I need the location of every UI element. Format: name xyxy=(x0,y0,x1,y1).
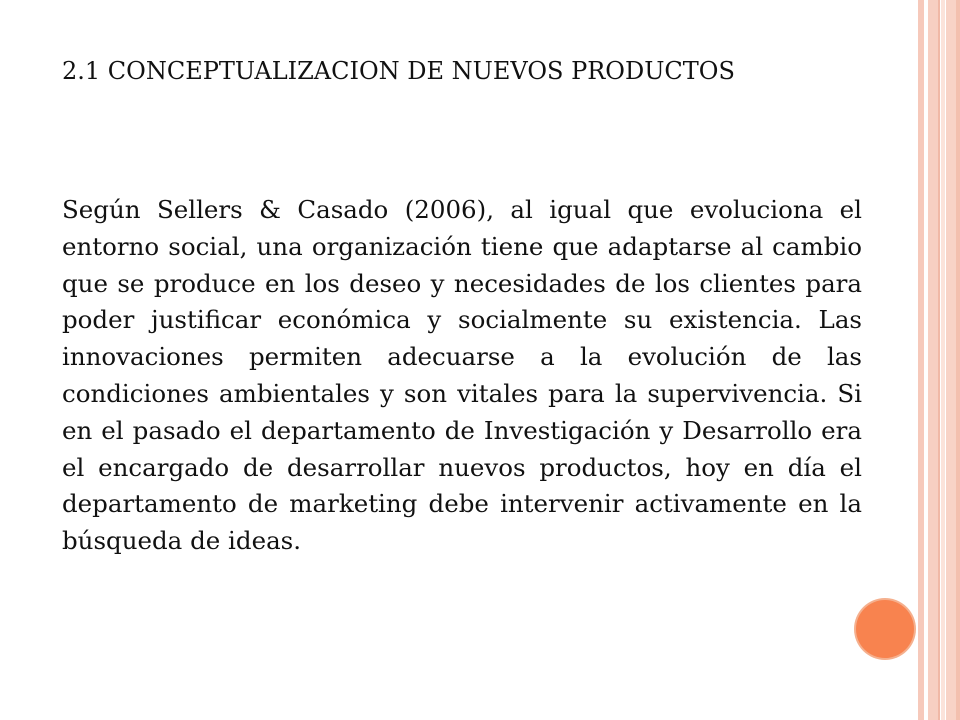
decorative-stripe xyxy=(938,0,940,720)
slide-title: 2.1 CONCEPTUALIZACION DE NUEVOS PRODUCTOS xyxy=(62,57,735,85)
accent-circle-icon xyxy=(856,600,914,658)
decorative-stripe xyxy=(918,0,924,720)
decorative-stripe xyxy=(925,0,927,720)
decorative-stripe xyxy=(956,0,960,720)
slide-body-text: Según Sellers & Casado (2006), al igual que evoluciona el entorno social, una organización tiene que adaptarse al cambio que se produce en los deseo y necesidades de los clientes para poder justificar económica y socialmente su existencia. Las innovaciones permiten adecuarse a la evolución de las condiciones ambientales y son vitales para la supervivencia. Si en el pasado el departamento de Investigación y Desarrollo era el encargado de desarrollar nuevos productos, hoy en día el departamento de marketing debe intervenir activamente en la búsqueda de ideas. xyxy=(62,195,862,556)
decorative-stripe xyxy=(941,0,945,720)
decorative-stripe xyxy=(946,0,956,720)
decorative-stripe xyxy=(928,0,938,720)
